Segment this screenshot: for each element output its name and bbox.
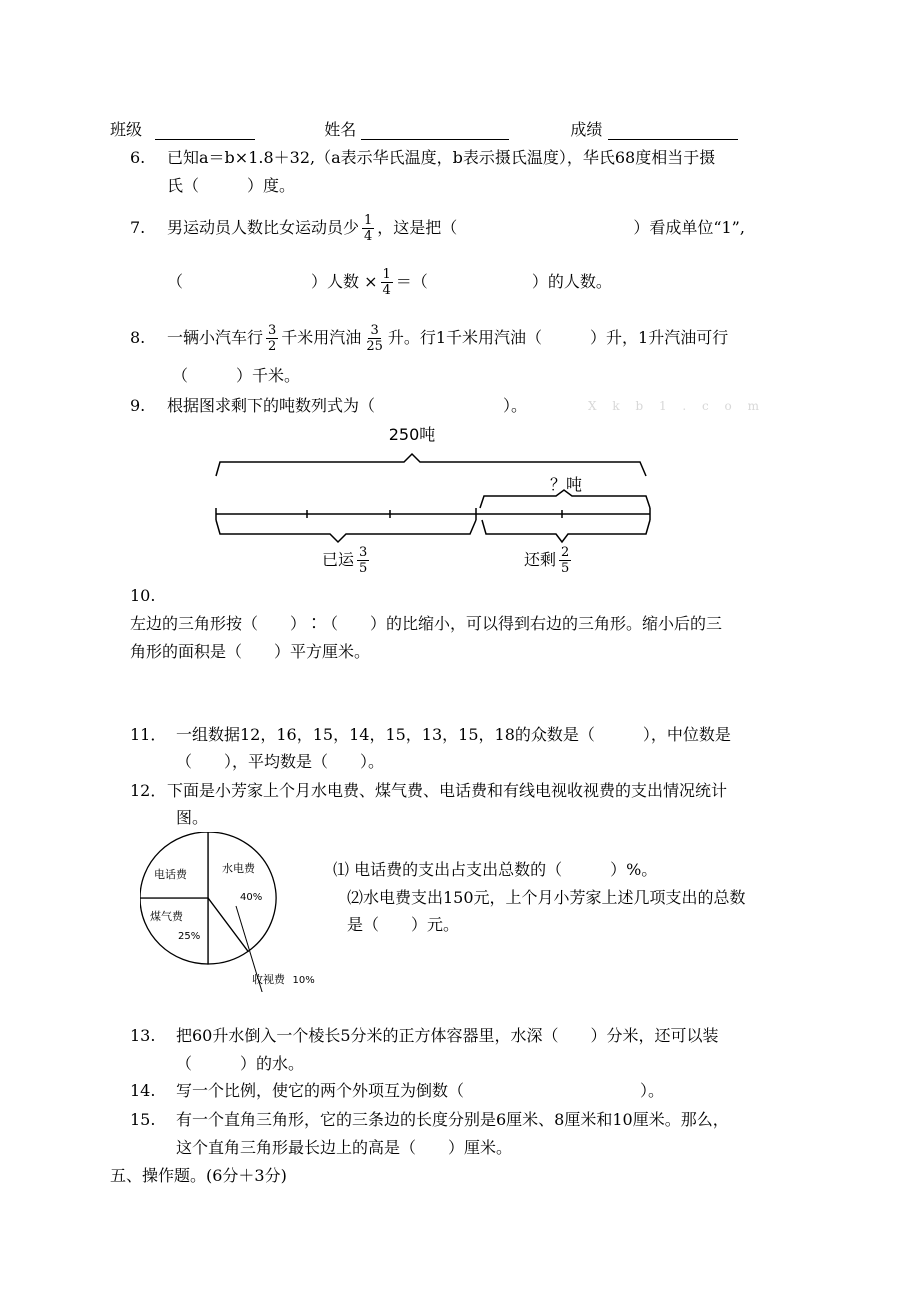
q12-line2: 图。 [176, 808, 209, 827]
q6-number: 6. [130, 148, 146, 167]
watermark: X k b 1 . c o m [588, 399, 765, 413]
fraction-one-quarter-2: $\frac{1}{4}$ [382, 267, 391, 298]
fraction-three-25ths: $\frac{3}{25}$ [366, 323, 383, 354]
slice-label-utilities: 水电费 [222, 862, 255, 875]
q8-line2: （ ）千米。 [172, 366, 301, 385]
q7-text-c: ）看成单位“1”, [633, 218, 745, 237]
q8-text-b: 千米用汽油 [281, 328, 362, 347]
q10-line1: 左边的三角形按（ ）∶（ ）的比缩小，可以得到右边的三角形。缩小后的三 [130, 614, 723, 633]
q7-text-a: 男运动员人数比女运动员少 [167, 218, 360, 237]
q12-sub1: ⑴ 电话费的支出占支出总数的（ ）%。 [333, 860, 658, 879]
q8-number: 8. [130, 328, 146, 347]
fraction-three-halves: $\frac{3}{2}$ [268, 323, 277, 354]
q15-number: 15. [130, 1110, 156, 1129]
q11-line1: 一组数据12，16，15，14，15，13，15，18的众数是（ ），中位数是 [176, 725, 731, 744]
slice-value-gas: 25% [178, 931, 201, 942]
left-label: 还剩 [524, 550, 557, 569]
fraction-one-quarter: $\frac{1}{4}$ [364, 213, 373, 244]
class-label: 班级 [110, 120, 143, 139]
q7-text-e: ）人数 × [311, 272, 378, 291]
slice-value-utilities: 40% [240, 892, 263, 903]
slice-label-tv [252, 970, 315, 991]
q15-line2: 这个直角三角形最长边上的高是（ ）厘米。 [176, 1138, 513, 1157]
q8-text-c: 升。行1千米用汽油（ ）升，1升汽油可行 [387, 328, 729, 347]
q12-line1: 下面是小芳家上个月水电费、煤气费、电话费和有线电视收视费的支出情况统计 [167, 781, 728, 800]
q7-text-g: ）的人数。 [531, 272, 612, 291]
q13-line2: （ ）的水。 [176, 1054, 305, 1073]
pie-chart [140, 832, 340, 992]
tv-label: 收视费 [252, 973, 285, 986]
slice-phone [140, 832, 208, 898]
q9-diagram [0, 0, 920, 600]
unknown-label: ？吨 [549, 475, 583, 494]
q10-number: 10. [130, 586, 156, 605]
tv-value: 10% [292, 975, 315, 986]
slice-label-phone: 电话费 [154, 868, 187, 881]
section5-title: 五、操作题。(6分＋3分) [110, 1166, 287, 1185]
used-label-group [322, 540, 372, 580]
slice-label-gas: 煤气费 [150, 910, 183, 923]
fraction-two-fifths: $\frac{2}{5}$ [561, 545, 570, 576]
name-label: 姓名 [324, 120, 357, 139]
q11-number: 11． [130, 725, 167, 744]
q6-line1: 已知a＝b×1.8＋32,（a表示华氏温度，b表示摄氏温度），华氏68度相当于摄 [167, 148, 716, 167]
total-label: 250吨 [388, 425, 436, 444]
left-brace [482, 520, 650, 542]
q7-number: 7. [130, 218, 146, 237]
q7-text-b: ，这是把（ [377, 218, 458, 237]
q10-line2: 角形的面积是（ ）平方厘米。 [130, 642, 371, 661]
q11-line2: （ ），平均数是（ ）。 [176, 752, 385, 771]
q7-text-d: （ [167, 272, 184, 291]
q12-sub2b: 是（ ）元。 [347, 915, 460, 934]
q6-line2: 氏（ ）度。 [167, 176, 296, 195]
q13-line1: 把60升水倒入一个棱长5分米的正方体容器里，水深（ ）分米，还可以装 [176, 1026, 719, 1045]
q7-text-f: ＝（ [395, 272, 428, 291]
q15-line1: 有一个直角三角形，它的三条边的长度分别是6厘米、8厘米和10厘米。那么， [176, 1110, 729, 1129]
q9-text: 根据图求剩下的吨数列式为（ ）。 [167, 396, 528, 415]
used-label: 已运 [322, 550, 355, 569]
q13-number: 13. [130, 1026, 156, 1045]
left-label-group [524, 540, 574, 580]
total-brace [216, 454, 646, 476]
fraction-three-fifths: $\frac{3}{5}$ [359, 545, 368, 576]
q8-text-a: 一辆小汽车行 [167, 328, 264, 347]
used-brace [216, 520, 476, 542]
score-label: 成绩 [570, 120, 603, 139]
q12-sub2a: ⑵水电费支出150元，上个月小芳家上述几项支出的总数 [347, 888, 746, 907]
q9-number: 9. [130, 396, 146, 415]
q12-number: 12． [130, 781, 167, 800]
q14-text: 写一个比例，使它的两个外项互为倒数（ ）。 [176, 1081, 665, 1100]
q14-number: 14. [130, 1081, 156, 1100]
